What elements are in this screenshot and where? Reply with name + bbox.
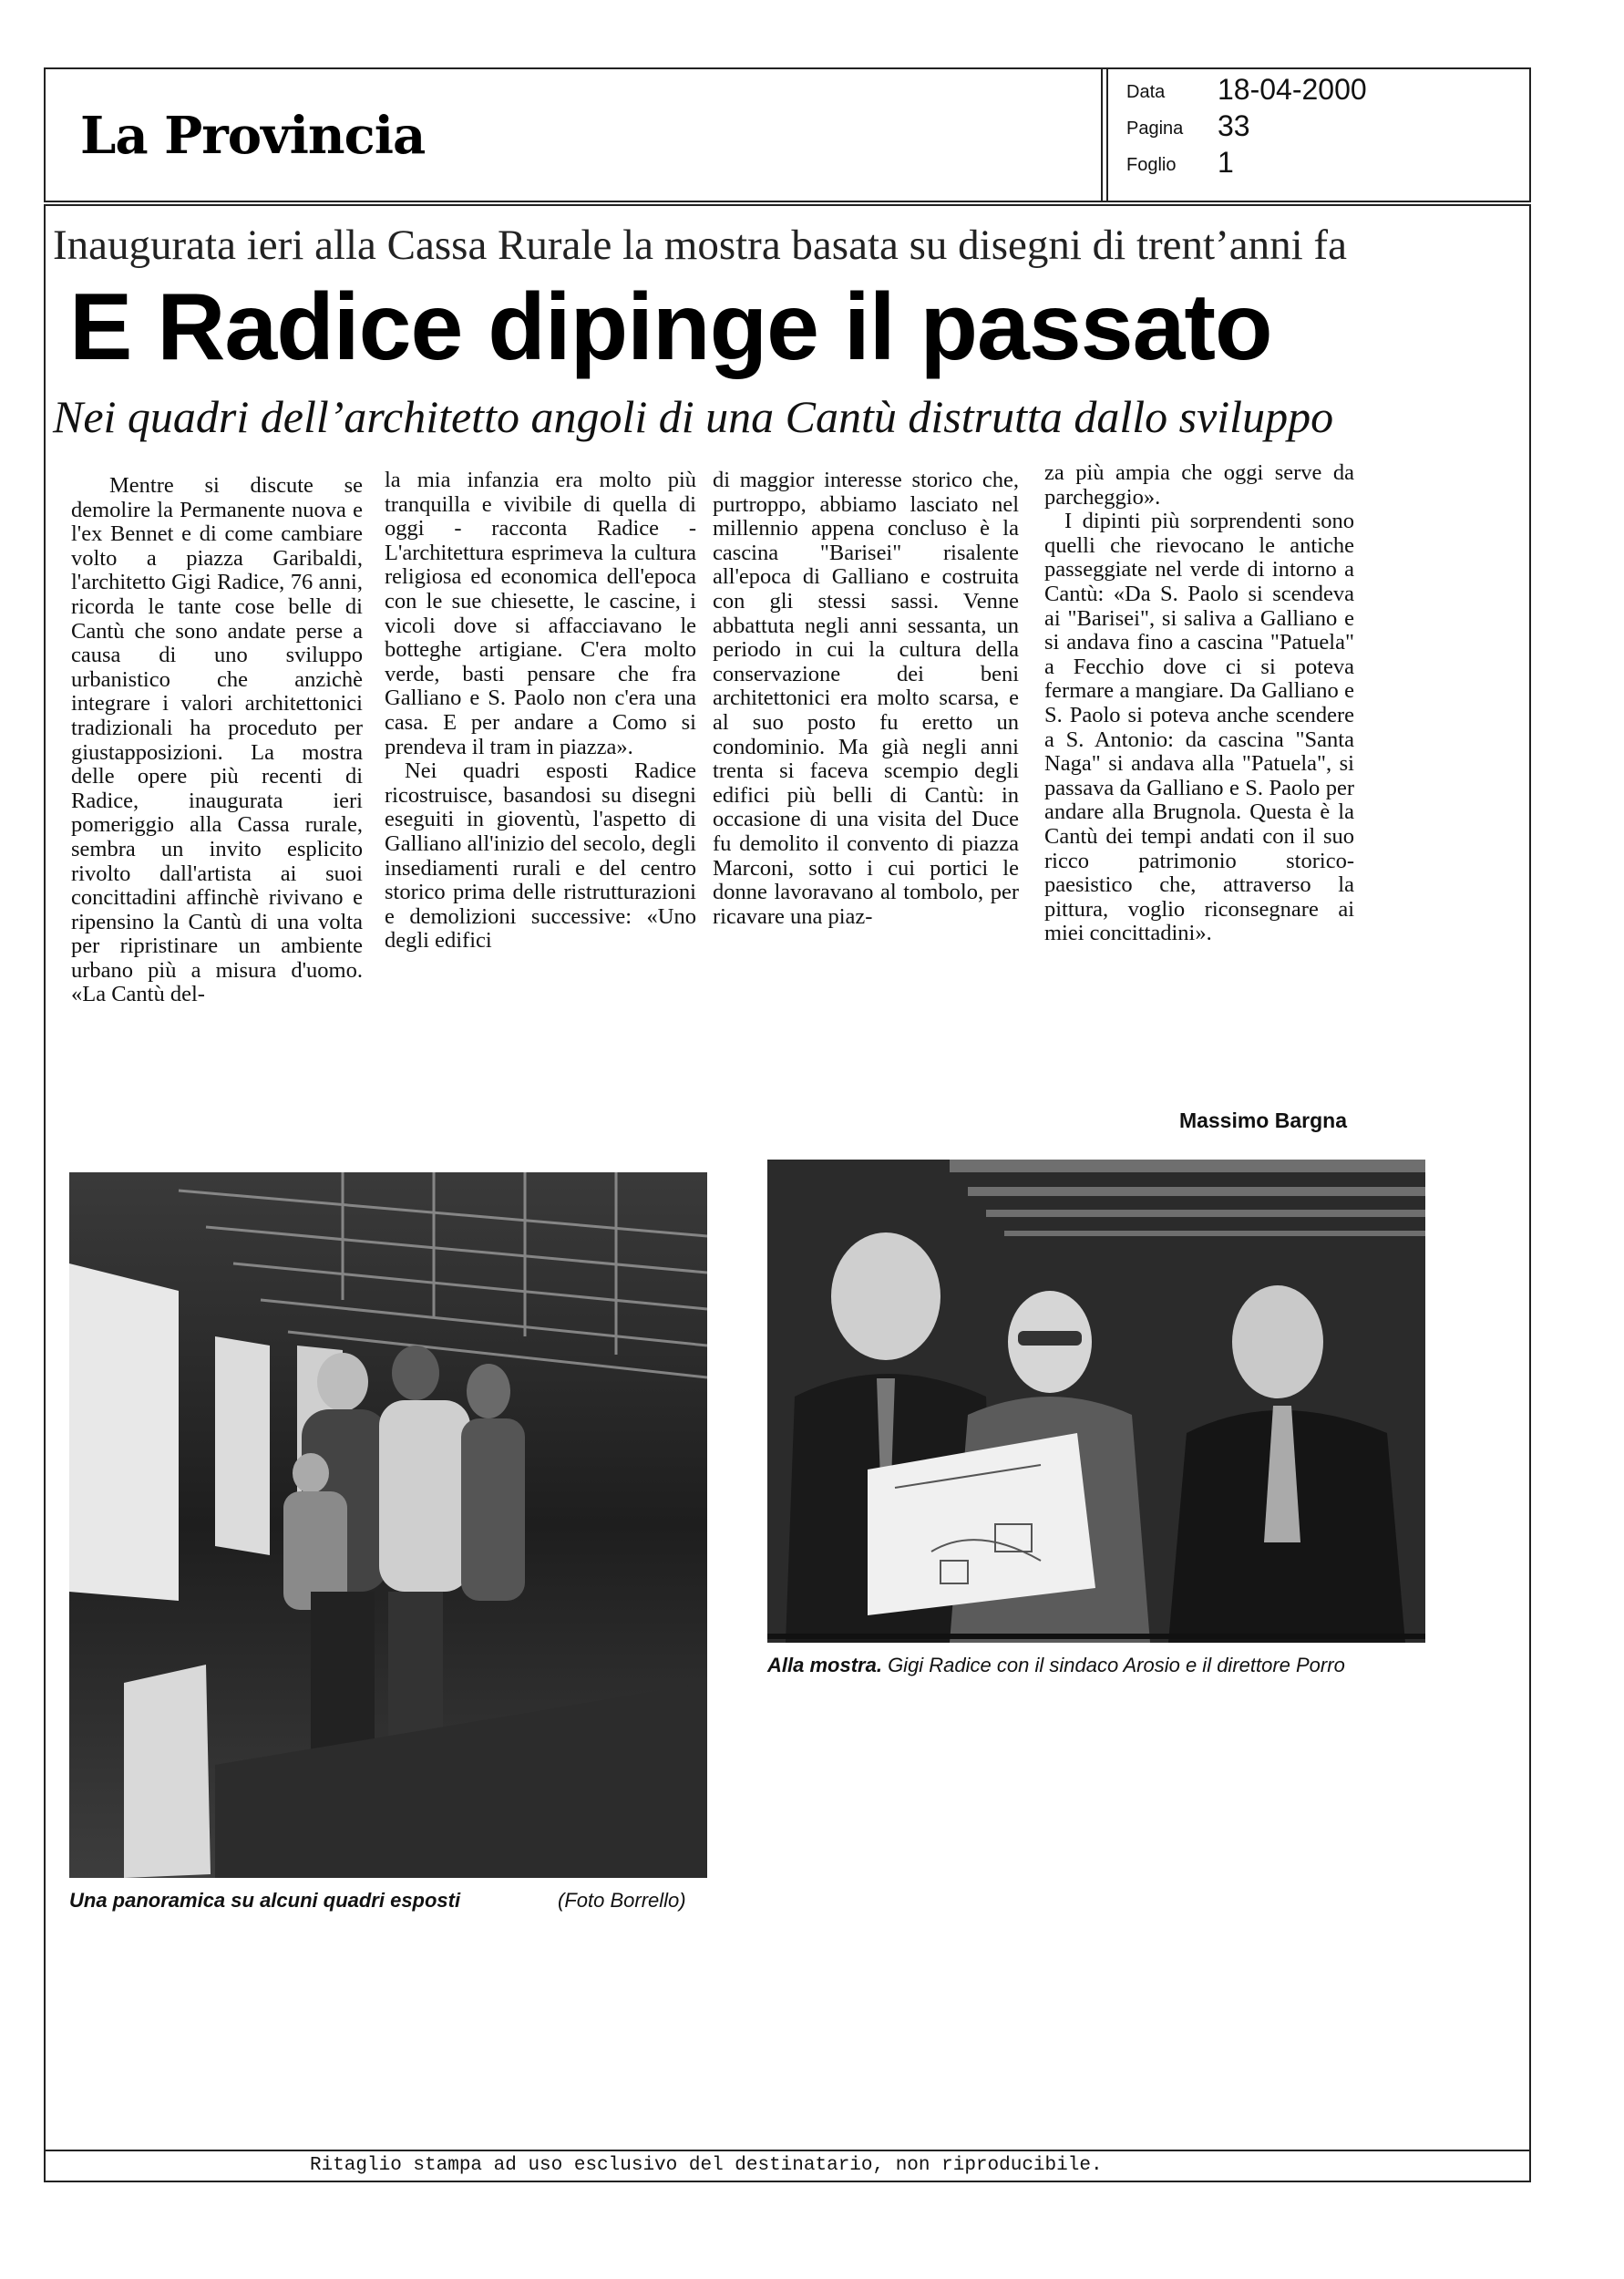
article-column-4 bbox=[1044, 461, 1354, 946]
photo1-caption bbox=[69, 1889, 460, 1913]
newspaper-logo: La Provincia bbox=[80, 106, 426, 166]
sheet-label: Foglio bbox=[1126, 155, 1177, 175]
paragraph: za più ampia che oggi serve da parcheggio». bbox=[1044, 460, 1354, 510]
article-column-3 bbox=[713, 469, 1019, 929]
masthead-divider bbox=[1101, 67, 1108, 202]
exhibition-photo bbox=[69, 1172, 707, 1878]
article-column-1 bbox=[71, 474, 363, 1007]
photo1-caption-text: Una panoramica su alcuni quadri esposti bbox=[69, 1889, 461, 1912]
portrait-photo bbox=[767, 1160, 1425, 1643]
photo1-credit: (Foto Borrello) bbox=[558, 1889, 686, 1912]
date-label: Data bbox=[1126, 82, 1166, 102]
article-column-2 bbox=[385, 469, 696, 954]
article-kicker: Inaugurata ieri alla Cassa Rurale la mostra basata su disegni di trent’anni fa bbox=[53, 222, 1347, 269]
page-value: 33 bbox=[1218, 109, 1250, 142]
photo2-caption bbox=[767, 1654, 1345, 1677]
paragraph: Mentre si discute se demolire la Permanente nuova e l'ex Bennet e di come cambiare volto a piazza Garibaldi, l'architetto Gigi Radice, 76 anni, ricorda le tante cose belle di Cantù che sono andate perse a causa di uno sviluppo urbanistico che anzichè integrare i valori architettonici tradizionali ha proceduto per giustapposizioni. La mostra delle opere più recenti di Radice, inaugurata ieri pomeriggio alla Cassa rurale, sembra un invito esplicito rivolto dall'artista ai suoi concittadini affinchè rivivano e ripensino la Cantù di una volta per ripristinare un ambiente urbano più a misura d'uomo. «La Cantù del- bbox=[71, 473, 363, 1007]
footer-notice: Ritaglio stampa ad uso esclusivo del destinatario, non riproducibile. bbox=[310, 2155, 1103, 2176]
exhibition-photo-image bbox=[69, 1172, 707, 1878]
paragraph: di maggior interesse storico che, purtroppo, abbiamo lasciato nel millennio appena concluso è la cascina "Barisei" risalente all'epoca di Galliano e costruita con gli stessi sassi. Venne abbattuta negli anni sessanta, un periodo in cui la cultura della conservazione dei beni architettonici era molto scarsa, e al suo posto fu eretto un condominio. Ma già negli anni trenta si faceva scempio degli edifici più belli di Cantù: in occasione di una visita del Duce fu demolito il convento di piazza Marconi, sotto i cui portici le donne lavoravano al tombolo, per ricavare una piaz- bbox=[713, 468, 1019, 929]
page-label: Pagina bbox=[1126, 119, 1184, 139]
paragraph: Nei quadri esposti Radice ricostruisce, basandosi su disegni eseguiti in gioventù, l'aspetto di Galliano all'inizio del secolo, degli insediamenti rurali e del centro storico prima delle ristrutturazioni e demolizioni successive: «Uno degli edifici bbox=[385, 758, 696, 954]
photo2-caption-text: Gigi Radice con il sindaco Arosio e il direttore Porro bbox=[888, 1654, 1345, 1676]
article-headline: E Radice dipinge il passato bbox=[69, 274, 1272, 380]
date-value: 18-04-2000 bbox=[1218, 73, 1367, 106]
article-subhead: Nei quadri dell’architetto angoli di una Cantù distrutta dallo sviluppo bbox=[53, 391, 1334, 442]
sheet-value: 1 bbox=[1218, 146, 1234, 179]
byline: Massimo Bargna bbox=[1178, 1109, 1347, 1132]
portrait-photo-image bbox=[767, 1160, 1425, 1643]
photo2-caption-lead: Alla mostra. bbox=[767, 1654, 882, 1676]
paragraph: I dipinti più sorprendenti sono quelli che rievocano le antiche passeggiate nel verde di intorno a Cantù: «Da S. Paolo si scendeva ai "Barisei", si saliva a Galliano e si andava fino a cascina "Patuela" a Fecchio dove ci si poteva fermare a mangiare. Da Galliano e S. Paolo si poteva anche scendere a S. Antonio: da cascina "Santa Naga" si andava alla "Patuela", si passava da Galliano e S. Paolo per andare alla Brugnola. Questa è la Cantù dei tempi andati con il suo ricco patrimonio storico-paesistico che, attraverso la pittura, voglio riconsegnare ai miei concittadini». bbox=[1044, 509, 1354, 946]
paragraph: la mia infanzia era molto più tranquilla e vivibile di quella di oggi - racconta Radice - L'architettura esprimeva la cultura religiosa ed economica dell'epoca con le sue chiesette, le cascine, i vicoli dove si affacciavano le botteghe artigiane. C'era molto verde, basti pensare che fra Galliano e S. Paolo non c'era una casa. E per andare a Como si prendeva il tram in piazza». bbox=[385, 468, 696, 759]
